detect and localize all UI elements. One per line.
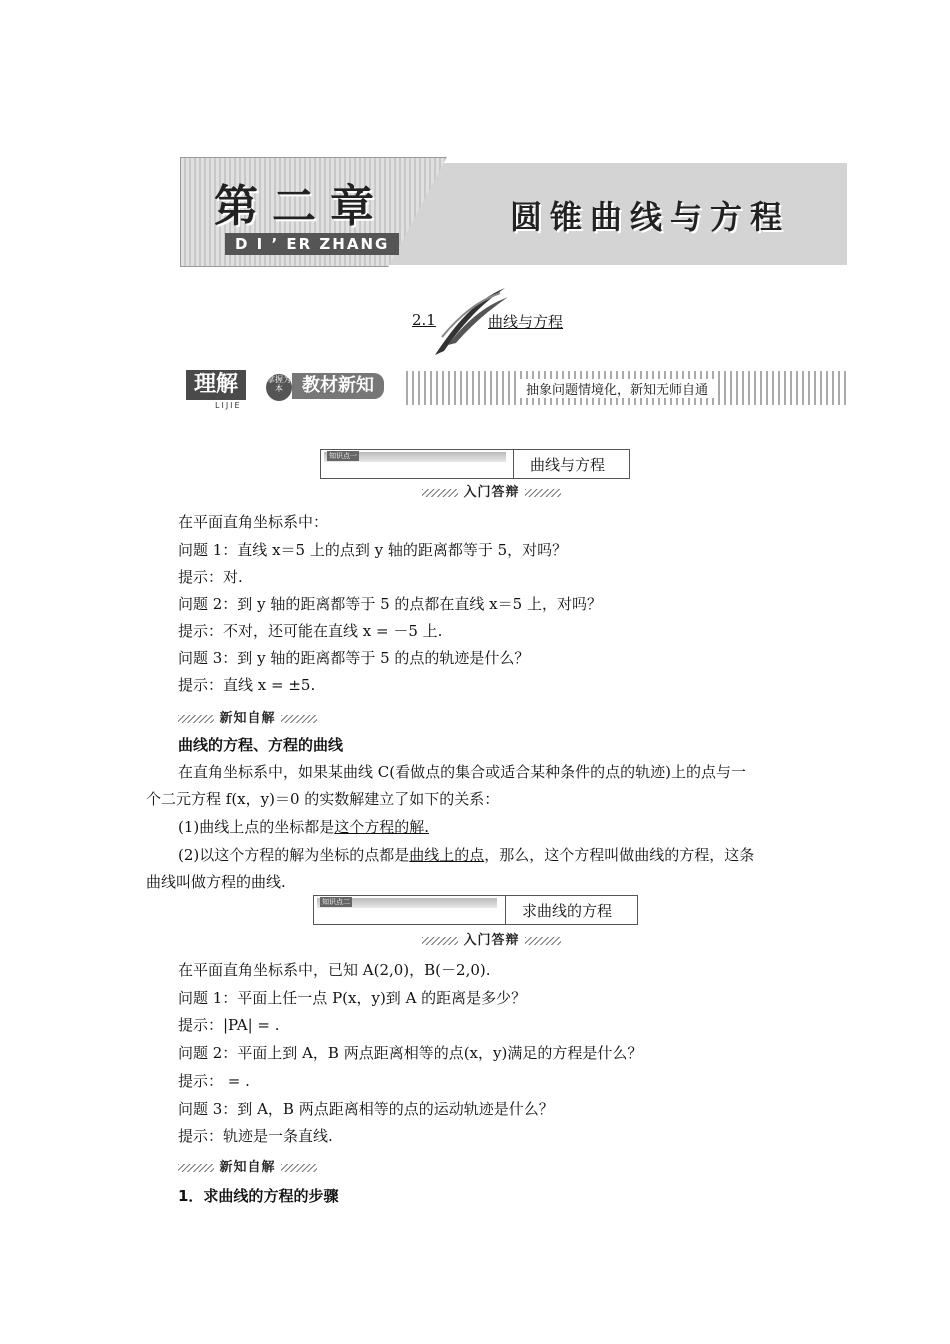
k1-question-3: 问题 3：到 y 轴的距离都等于 5 的点的轨迹是什么？ [178,649,530,667]
k1-question-1: 问题 1：直线 x＝5 上的点到 y 轴的距离都等于 5，对吗？ [178,541,568,559]
k1-condition-2-answer: 曲线上的点 [409,846,485,864]
lijie-tagline: 抽象问题情境化，新知无师自通 [520,379,714,398]
k2-answer-3: 提示：轨迹是一条直线. [178,1127,333,1145]
knowledge-tag-1: 知识点一 [329,452,357,460]
knowledge-box-1 [320,449,630,479]
k2-question-3: 问题 3：到 A，B 两点距离相等的点的运动轨迹是什么？ [178,1100,554,1118]
chapter-number: 第二章 [214,181,388,232]
knowledge-title-2: 求曲线的方程 [522,902,613,920]
lijie-pinyin: LIJIE [215,401,242,410]
knowledge-tag-2: 知识点二 [322,898,350,906]
deco-rumen-2: 入门答辩 [422,929,561,948]
k1-condition-2-cont: 曲线叫做方程的曲线. [146,873,286,891]
k2-question-2: 问题 2：平面上到 A，B 两点距离相等的点(x，y)满足的方程是什么？ [178,1044,643,1062]
k2-question-1: 问题 1：平面上任一点 P(x，y)到 A 的距离是多少？ [178,989,527,1007]
k2-step-heading: 1．求曲线的方程的步骤 [178,1187,339,1205]
k2-answer-1: 提示：|PA| = . [178,1016,280,1034]
chapter-pinyin: D I ’ ER ZHANG [225,233,399,255]
k1-answer-1: 提示：对. [178,568,243,586]
chapter-title: 圆锥曲线与方程 [510,198,791,236]
deco-xinzhi-1: 新知自解 [178,707,317,726]
section-title: 曲线与方程 [488,313,564,331]
deco-xinzhi-2: 新知自解 [178,1156,317,1175]
k1-paragraph-1b: 个二元方程 f(x，y)＝0 的实数解建立了如下的关系： [146,790,500,808]
k1-condition-1: (1)曲线上点的坐标都是这个方程的解. [178,818,430,836]
knowledge-box-2 [313,895,638,925]
lijie-sub-label: 教材新知 [292,373,384,399]
k1-condition-2: (2)以这个方程的解为坐标的点都是曲线上的点，那么，这个方程叫做曲线的方程，这条 [178,846,755,864]
section-number: 2.1 [412,311,436,329]
k1-answer-3: 提示：直线 x = ±5. [178,676,316,694]
k1-heading: 曲线的方程、方程的曲线 [178,736,344,754]
k1-intro: 在平面直角坐标系中： [178,513,329,531]
knowledge-title-1: 曲线与方程 [530,456,606,474]
k1-question-2: 问题 2：到 y 轴的距离都等于 5 的点都在直线 x＝5 上，对吗？ [178,595,602,613]
k1-answer-2: 提示：不对，还可能在直线 x = －5 上. [178,622,443,640]
k1-condition-1-answer: 这个方程的解. [334,818,430,836]
deco-rumen-1: 入门答辩 [422,481,561,500]
k2-answer-2: 提示： = . [178,1072,250,1090]
lijie-small-label: 掌握为本 [266,374,292,401]
k1-paragraph-1a: 在直角坐标系中，如果某曲线 C(看做点的集合或适合某种条件的点的轨迹)上的点与一 [178,763,746,781]
k2-intro: 在平面直角坐标系中，已知 A(2,0)，B(－2,0). [178,961,491,979]
lijie-main-label: 理解 [186,370,246,400]
